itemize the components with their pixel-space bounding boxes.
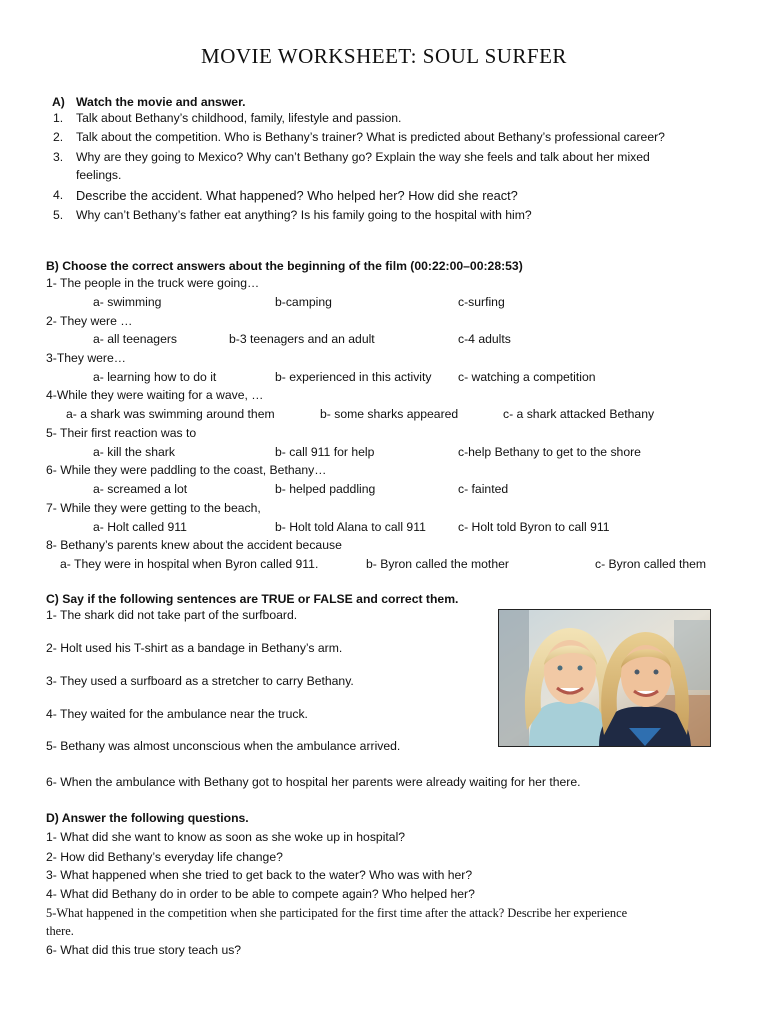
question-text: 5- Their first reaction was to [46,426,197,440]
section-a-item-number: 5. [53,208,64,222]
photo-illustration [499,610,710,746]
section-a-item-text: Talk about the competition. Who is Bethany’s trainer? What is predicted about Bethany’s professional career? [76,130,665,144]
true-false-item: 1- The shark did not take part of the surfboard. [46,608,298,622]
section-a-heading: Watch the movie and answer. [76,95,246,109]
true-false-item: 2- Holt used his T-shirt as a bandage in Bethany’s arm. [46,641,343,655]
section-a-label: A) [52,95,65,109]
true-false-item: 4- They waited for the ambulance near the truck. [46,707,308,721]
option-a: a- learning how to do it [93,370,217,384]
open-question: 1- What did she want to know as soon as she woke up in hospital? [46,830,406,844]
movie-photo [498,609,711,747]
option-b: b- Holt told Alana to call 911 [275,520,426,534]
section-a-item-number: 2. [53,130,64,144]
option-a: a- They were in hospital when Byron called 911. [60,557,319,571]
option-b: b- Byron called the mother [366,557,509,571]
option-c: c-surfing [458,295,505,309]
section-a-item-text: Describe the accident. What happened? Who helped her? How did she react? [76,188,518,203]
section-a-item-text: Why can’t Bethany’s father eat anything? Is his family going to the hospital with him? [76,208,532,222]
question-text: 6- While they were paddling to the coast, Bethany… [46,463,327,477]
question-text: 7- While they were getting to the beach, [46,501,261,515]
worksheet-title: MOVIE WORKSHEET: SOUL SURFER [201,44,567,68]
question-text: 3-They were… [46,351,126,365]
option-c: c- Byron called them [595,557,707,571]
true-false-item: 5- Bethany was almost unconscious when the ambulance arrived. [46,739,401,753]
true-false-item: 3- They used a surfboard as a stretcher to carry Bethany. [46,674,354,688]
option-b: b-3 teenagers and an adult [229,332,375,346]
question-text: 8- Bethany’s parents knew about the accident because [46,538,342,552]
question-text: 1- The people in the truck were going… [46,276,260,290]
section-b-heading: B) Choose the correct answers about the beginning of the film (00:22:00–00:28:53) [46,259,523,273]
question-text: 4-While they were waiting for a wave, … [46,388,264,402]
section-a-item-number: 4. [53,188,64,202]
option-b: b- helped paddling [275,482,376,496]
section-a-item-number: 1. [53,111,64,125]
question-text: 2- They were … [46,314,133,328]
option-c: c-help Bethany to get to the shore [458,445,641,459]
open-question-continued: there. [46,924,74,938]
section-c-heading: C) Say if the following sentences are TRUE or FALSE and correct them. [46,592,459,606]
open-question: 3- What happened when she tried to get back to the water? Who was with her? [46,868,473,882]
section-a-item-text: Talk about Bethany’s childhood, family, lifestyle and passion. [76,111,402,125]
true-false-item: 6- When the ambulance with Bethany got to hospital her parents were already waiting for her there. [46,775,581,789]
option-c: c- a shark attacked Bethany [503,407,655,421]
option-c: c- Holt told Byron to call 911 [458,520,610,534]
option-a: a- screamed a lot [93,482,188,496]
option-a: a- swimming [93,295,162,309]
option-c: c- fainted [458,482,509,496]
option-a: a- kill the shark [93,445,175,459]
section-a-item-text: Why are they going to Mexico? Why can’t Bethany go? Explain the way she feels and talk about her mixed [76,150,650,164]
option-b: b- experienced in this activity [275,370,432,384]
option-b: b- call 911 for help [275,445,375,459]
option-a: a- a shark was swimming around them [66,407,275,421]
open-question: 5-What happened in the competition when she participated for the first time after the attack? Describe her experience [46,906,628,920]
option-a: a- Holt called 911 [93,520,187,534]
open-question: 6- What did this true story teach us? [46,943,242,957]
option-b: b- some sharks appeared [320,407,459,421]
open-question: 4- What did Bethany do in order to be able to compete again? Who helped her? [46,887,475,901]
option-c: c- watching a competition [458,370,596,384]
section-d-heading: D) Answer the following questions. [46,811,249,825]
section-a-item-number: 3. [53,150,64,164]
option-a: a- all teenagers [93,332,178,346]
open-question: 2- How did Bethany’s everyday life change? [46,850,283,864]
section-a-item-text: feelings. [76,168,122,182]
option-c: c-4 adults [458,332,511,346]
option-b: b-camping [275,295,332,309]
